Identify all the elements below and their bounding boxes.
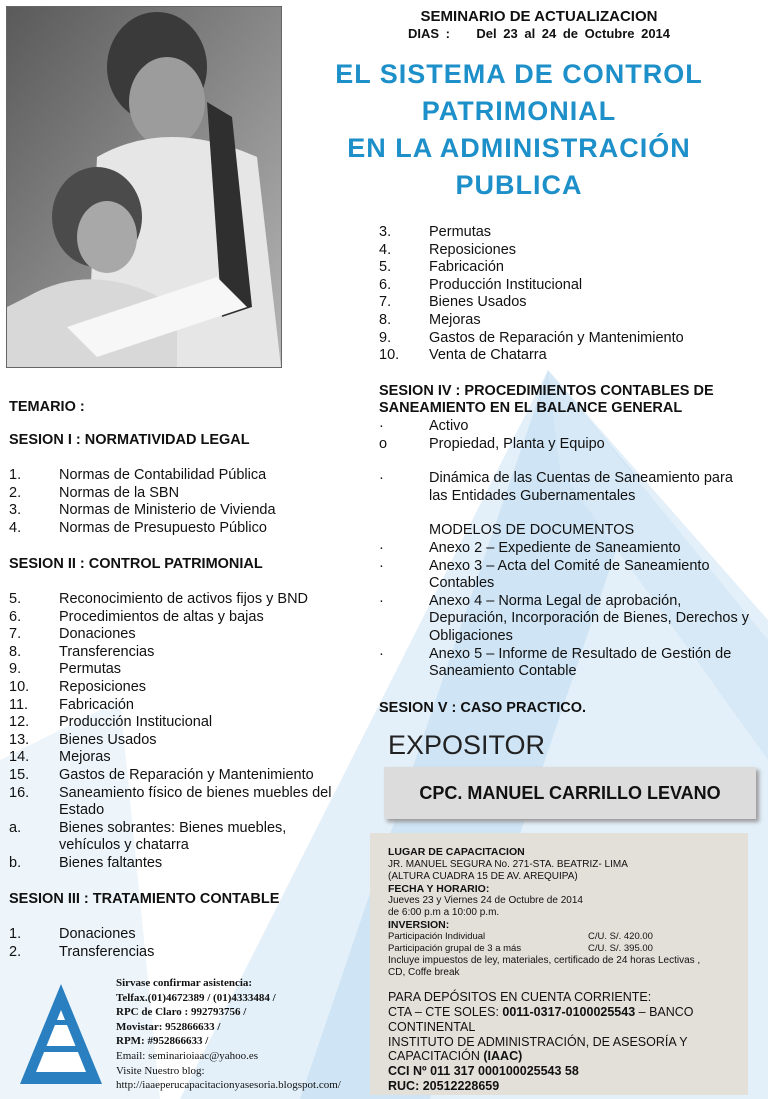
item-number: 3. xyxy=(9,502,22,519)
item-text: Anexo 2 – Expediente de Saneamiento xyxy=(429,539,681,556)
sesion1-heading: SESION I : NORMATIVIDAD LEGAL xyxy=(9,432,250,448)
days-label: DIAS : xyxy=(407,26,450,41)
participacion-individual-price: C/U. S/. 420.00 xyxy=(588,931,653,942)
list-item xyxy=(379,347,749,365)
list-item xyxy=(379,312,749,330)
lugar-reference: (ALTURA CUADRA 15 DE AV. AREQUIPA) xyxy=(388,871,578,882)
item-text: Mejoras xyxy=(59,749,111,766)
list-item xyxy=(9,944,339,962)
item-text: Reposiciones xyxy=(429,241,517,258)
item-text: Anexo 4 – Norma Legal de aprobación, Depuración, Incorporación de Bienes, Derechos y Obligaciones xyxy=(429,592,749,644)
item-text: Fabricación xyxy=(429,259,504,276)
sesion4-heading-line: SESION IV : PROCEDIMIENTOS CONTABLES DE xyxy=(379,383,714,399)
cuenta-bank: – BANCO xyxy=(635,1005,694,1019)
list-item xyxy=(9,679,344,697)
list-item xyxy=(9,520,339,538)
participacion-individual: Participación Individual xyxy=(388,931,486,942)
list-item xyxy=(379,294,749,312)
list-item xyxy=(9,661,344,679)
list-item xyxy=(9,926,339,944)
item-number: 8. xyxy=(9,643,22,660)
list-item xyxy=(379,224,749,242)
main-title xyxy=(280,56,758,204)
bullet: · xyxy=(379,418,384,434)
sesion1-list xyxy=(9,467,339,537)
deposito-title: PARA DEPÓSITOS EN CUENTA CORRIENTE: xyxy=(388,990,652,1004)
instituto-name-cont: CAPACITACIÓN xyxy=(388,1049,484,1063)
title-line: EL SISTEMA DE CONTROL xyxy=(335,59,703,89)
item-text: Normas de la SBN xyxy=(59,484,180,501)
people-photo-image xyxy=(7,7,281,367)
item-number: 14. xyxy=(9,749,30,766)
title-line: PUBLICA xyxy=(455,170,583,200)
title-line: EN LA ADMINISTRACIÓN xyxy=(347,133,691,163)
item-number: b. xyxy=(9,854,22,871)
item-text: Procedimientos de altas y bajas xyxy=(59,608,264,625)
sesion4-list xyxy=(379,418,749,681)
ruc-number: RUC: 20512228659 xyxy=(388,1079,500,1093)
iaac-logo xyxy=(18,980,104,1088)
list-item xyxy=(379,436,749,454)
list-item xyxy=(379,330,749,348)
sesion3-continued-list xyxy=(379,224,749,365)
item-number: 8. xyxy=(379,311,392,328)
item-text: Permutas xyxy=(429,224,492,240)
item-number: 16. xyxy=(9,784,30,801)
participacion-grupal-price: C/U. S/. 395.00 xyxy=(588,943,653,954)
cuenta-number: 0011-0317-0100025543 xyxy=(502,1005,636,1019)
item-text: Permutas xyxy=(59,661,122,678)
rpc-text: RPC de Claro : 992793756 / xyxy=(116,1006,247,1019)
list-item xyxy=(379,470,749,505)
modelos-heading: MODELOS DE DOCUMENTOS xyxy=(429,522,635,539)
item-number: · xyxy=(379,645,384,662)
list-item xyxy=(379,259,749,277)
sesion5-heading: SESION V : CASO PRACTICO. xyxy=(379,700,587,716)
list-item xyxy=(9,714,344,732)
fecha-hours: de 6:00 p.m a 10:00 p.m. xyxy=(388,907,500,918)
cuenta-bank-name: CONTINENTAL xyxy=(388,1020,476,1034)
inversion-title: INVERSION: xyxy=(388,919,450,931)
list-item xyxy=(9,749,344,767)
item-text: Donaciones xyxy=(59,926,136,942)
fecha-days: Jueves 23 y Viernes 24 de Octubre de 2014 xyxy=(388,895,583,906)
list-item xyxy=(9,502,339,520)
header-photo xyxy=(6,6,282,368)
confirm-text: Sirvase confirmar asistencia: xyxy=(116,977,253,989)
modelos-list xyxy=(379,540,749,681)
item-text: Reposiciones xyxy=(59,678,147,695)
item-number: 9. xyxy=(379,329,392,346)
list-item xyxy=(379,522,749,540)
item-text: Gastos de Reparación y Mantenimiento xyxy=(59,766,314,783)
list-item xyxy=(379,277,749,295)
expositor-label: EXPOSITOR xyxy=(388,730,546,760)
list-item xyxy=(9,591,344,609)
sesion2-list xyxy=(9,591,344,873)
instituto-abbr: (IAAC) xyxy=(483,1049,523,1063)
item-number: 6. xyxy=(9,608,22,625)
movistar-text: Movistar: 952866633 / xyxy=(116,1020,221,1033)
list-item xyxy=(379,242,749,260)
item-text: Venta de Chatarra xyxy=(429,347,547,364)
item-number: a. xyxy=(9,819,22,836)
item-number: 6. xyxy=(379,276,392,293)
sesion2-heading: SESION II : CONTROL PATRIMONIAL xyxy=(9,556,263,572)
cuenta-label: CTA – CTE SOLES: xyxy=(388,1005,503,1019)
item-number: 2. xyxy=(9,484,22,501)
incluye-text: Incluye impuestos de ley, materiales, certificado de 24 horas Lectivas , xyxy=(388,955,701,966)
item-number: · xyxy=(379,592,384,609)
instituto-name-line2 xyxy=(388,1049,522,1063)
item-text: Anexo 3 – Acta del Comité de Saneamiento Contables xyxy=(429,557,710,592)
lugar-address: JR. MANUEL SEGURA No. 271-STA. BEATRIZ- LIMA xyxy=(388,859,628,870)
list-item xyxy=(9,644,344,662)
sesion3-list xyxy=(9,926,339,961)
item-text: Bienes Usados xyxy=(59,731,157,748)
info-box xyxy=(370,833,748,1095)
bullet: · xyxy=(379,470,384,487)
list-item xyxy=(9,697,344,715)
item-number: 7. xyxy=(379,294,392,311)
item-text: Normas de Contabilidad Pública xyxy=(59,467,267,483)
contact-block xyxy=(116,976,341,1093)
item-text: Bienes Usados xyxy=(429,294,527,311)
list-item xyxy=(379,646,749,681)
title-line: PATRIMONIAL xyxy=(421,96,617,126)
expositor-name: CPC. MANUEL CARRILLO LEVANO xyxy=(419,782,721,803)
instituto-name: INSTITUTO DE ADMINISTRACIÓN, DE ASESORÍA Y xyxy=(388,1035,688,1049)
item-number: 5. xyxy=(379,259,392,276)
list-item xyxy=(9,485,339,503)
item-text: Bienes faltantes xyxy=(59,854,163,871)
item-number: 3. xyxy=(379,224,392,240)
list-item xyxy=(9,467,339,485)
fecha-title: FECHA Y HORARIO: xyxy=(388,883,490,895)
item-number: 15. xyxy=(9,766,30,783)
participacion-grupal: Participación grupal de 3 a más xyxy=(388,943,522,954)
list-item xyxy=(9,626,344,644)
item-text: Producción Institucional xyxy=(59,714,213,731)
expositor-name-box xyxy=(384,767,756,819)
list-item xyxy=(9,767,344,785)
item-text: Activo xyxy=(429,418,469,434)
item-number: 1. xyxy=(9,926,22,942)
item-text: Mejoras xyxy=(429,311,481,328)
list-item xyxy=(9,609,344,627)
telfax-text: Telfax.(01)4672389 / (01)4333484 / xyxy=(116,991,276,1004)
list-item xyxy=(9,855,344,873)
item-text: Transferencias xyxy=(59,943,155,960)
item-text: Anexo 5 – Informe de Resultado de Gestión de Saneamiento Contable xyxy=(429,645,732,680)
list-item xyxy=(379,540,749,558)
item-number: · xyxy=(379,539,384,556)
seminar-label: SEMINARIO DE ACTUALIZACION xyxy=(420,8,658,25)
rpm-text: RPM: #952866633 / xyxy=(116,1035,209,1048)
bullet: o xyxy=(379,435,388,452)
item-number: · xyxy=(379,557,384,574)
blog-link[interactable]: http://iaaeperucapacitacionyasesoria.blogspot.com/ xyxy=(116,1079,341,1092)
blog-label: Visite Nuestro blog: xyxy=(116,1064,205,1077)
sesion4-heading-line: SANEAMIENTO EN EL BALANCE GENERAL xyxy=(379,400,683,416)
item-text: Normas de Ministerio de Vivienda xyxy=(59,502,276,519)
temario-heading: TEMARIO : xyxy=(9,399,85,415)
cci-number: CCI Nº 011 317 000100025543 58 xyxy=(388,1064,579,1078)
item-number: 10. xyxy=(9,678,30,695)
item-text: Donaciones xyxy=(59,626,136,643)
item-number: 2. xyxy=(9,943,22,960)
item-text: Producción Institucional xyxy=(429,276,583,293)
incluye-text: CD, Coffe break xyxy=(388,967,460,978)
list-item xyxy=(379,593,749,646)
item-text: Reconocimiento de activos fijos y BND xyxy=(59,591,309,607)
item-text: Normas de Presupuesto Público xyxy=(59,519,267,536)
sesion3-heading: SESION III : TRATAMIENTO CONTABLE xyxy=(9,891,280,907)
item-number: 4. xyxy=(9,519,22,536)
item-number: 12. xyxy=(9,714,30,731)
seminar-dates xyxy=(340,26,738,41)
list-item xyxy=(9,785,344,820)
item-number: 7. xyxy=(9,626,22,643)
list-item xyxy=(379,418,749,436)
item-text: Propiedad, Planta y Equipo xyxy=(429,435,605,452)
days-value: Del 23 al 24 de Octubre 2014 xyxy=(476,26,671,41)
item-number: 1. xyxy=(9,467,22,483)
list-item xyxy=(379,558,749,593)
list-item xyxy=(9,820,344,855)
item-text: Dinámica de las Cuentas de Saneamiento para las Entidades Gubernamentales xyxy=(429,470,733,504)
item-number: 10. xyxy=(379,347,400,364)
item-text: Transferencias xyxy=(59,643,155,660)
item-number: 9. xyxy=(9,661,22,678)
lugar-title: LUGAR DE CAPACITACION xyxy=(388,846,525,858)
sesion4-heading xyxy=(379,383,714,417)
email-link[interactable]: Email: seminarioiaac@yahoo.es xyxy=(116,1049,259,1062)
item-text: Bienes sobrantes: Bienes muebles, vehículos y chatarra xyxy=(59,819,287,854)
list-item xyxy=(9,732,344,750)
item-number: 5. xyxy=(9,591,22,607)
item-number: 11. xyxy=(9,696,29,713)
item-text: Gastos de Reparación y Mantenimiento xyxy=(429,329,684,346)
item-number: 13. xyxy=(9,731,30,748)
cuenta-line xyxy=(388,1005,694,1019)
item-text: Saneamiento físico de bienes muebles del Estado xyxy=(59,784,332,819)
item-text: Fabricación xyxy=(59,696,134,713)
item-number: 4. xyxy=(379,241,392,258)
